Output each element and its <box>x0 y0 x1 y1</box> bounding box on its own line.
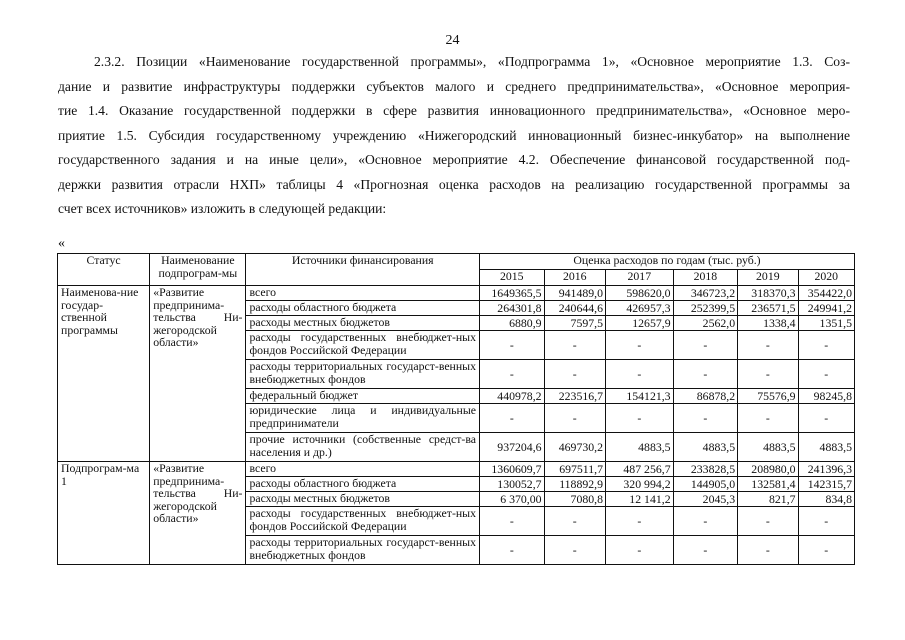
value-cell: - <box>798 536 854 565</box>
value-cell: - <box>606 404 674 433</box>
value-cell: 6880,9 <box>480 316 545 331</box>
value-cell: 697511,7 <box>544 462 605 477</box>
value-cell: - <box>673 360 738 389</box>
value-cell: 6 370,00 <box>480 492 545 507</box>
paragraph-line: приятие 1.5. Субсидия государственному учреждению «Нижегородский инновационный бизнес-инкубатор» на выполнение <box>58 127 850 143</box>
value-cell: 142315,7 <box>798 477 854 492</box>
value-cell: 4883,5 <box>673 433 738 462</box>
value-cell: - <box>798 331 854 360</box>
value-cell: - <box>738 331 798 360</box>
status-cell: Подпрограм-ма 1 <box>58 462 150 565</box>
value-cell: 98245,8 <box>798 389 854 404</box>
value-cell: 86878,2 <box>673 389 738 404</box>
value-cell: - <box>606 331 674 360</box>
value-cell: 236571,5 <box>738 301 798 316</box>
value-cell: - <box>738 507 798 536</box>
funding-source-cell: всего <box>246 462 480 477</box>
funding-source-cell: федеральный бюджет <box>246 389 480 404</box>
value-cell: 318370,3 <box>738 286 798 301</box>
value-cell: 2045,3 <box>673 492 738 507</box>
table-row <box>58 286 855 301</box>
value-cell: 208980,0 <box>738 462 798 477</box>
header-year: 2019 <box>738 270 798 286</box>
funding-source-cell: расходы областного бюджета <box>246 477 480 492</box>
value-cell: 469730,2 <box>544 433 605 462</box>
header-year: 2018 <box>673 270 738 286</box>
value-cell: - <box>544 507 605 536</box>
value-cell: - <box>798 360 854 389</box>
value-cell: - <box>480 404 545 433</box>
value-cell: 941489,0 <box>544 286 605 301</box>
funding-source-cell: расходы местных бюджетов <box>246 316 480 331</box>
value-cell: - <box>673 507 738 536</box>
header-estimate: Оценка расходов по годам (тыс. руб.) <box>480 254 855 270</box>
value-cell: 118892,9 <box>544 477 605 492</box>
value-cell: 12657,9 <box>606 316 674 331</box>
value-cell: 598620,0 <box>606 286 674 301</box>
value-cell: 132581,4 <box>738 477 798 492</box>
funding-source-cell: расходы государственных внебюджет-ных фондов Российской Федерации <box>246 507 480 536</box>
value-cell: - <box>544 360 605 389</box>
value-cell: 4883,5 <box>606 433 674 462</box>
value-cell: - <box>738 404 798 433</box>
paragraph-line: держки развития отрасли НХП» таблицы 4 «Прогнозная оценка расходов на реализацию государственной программы за <box>58 176 850 192</box>
value-cell: - <box>606 360 674 389</box>
header-funding-source: Источники финансирования <box>246 254 480 286</box>
value-cell: - <box>544 331 605 360</box>
value-cell: 1338,4 <box>738 316 798 331</box>
paragraph-line: дание и развитие инфраструктуры поддержки субъектов малого и среднего предпринимательства», «Основное мероприя- <box>58 78 850 94</box>
value-cell: 834,8 <box>798 492 854 507</box>
value-cell: - <box>544 536 605 565</box>
value-cell: 252399,5 <box>673 301 738 316</box>
value-cell: 240644,6 <box>544 301 605 316</box>
table-row <box>58 462 855 477</box>
funding-source-cell: юридические лица и индивидуальные предприниматели <box>246 404 480 433</box>
funding-source-cell: расходы территориальных государст-венных внебюджетных фондов <box>246 360 480 389</box>
value-cell: 937204,6 <box>480 433 545 462</box>
header-year: 2017 <box>606 270 674 286</box>
paragraph-line: счет всех источников» изложить в следующей редакции: <box>58 201 387 216</box>
value-cell: 354422,0 <box>798 286 854 301</box>
value-cell: 7080,8 <box>544 492 605 507</box>
subprogram-name-cell: «Развитие предпринима-тельства Ни-жегородской области» <box>150 462 246 565</box>
value-cell: - <box>480 536 545 565</box>
value-cell: - <box>544 404 605 433</box>
value-cell: - <box>480 507 545 536</box>
value-cell: 2562,0 <box>673 316 738 331</box>
table-body <box>58 286 855 565</box>
value-cell: - <box>673 331 738 360</box>
value-cell: 1360609,7 <box>480 462 545 477</box>
body-paragraph <box>58 50 850 222</box>
value-cell: - <box>673 536 738 565</box>
value-cell: - <box>738 360 798 389</box>
value-cell: 154121,3 <box>606 389 674 404</box>
value-cell: 241396,3 <box>798 462 854 477</box>
value-cell: 1649365,5 <box>480 286 545 301</box>
page-number: 24 <box>445 33 460 48</box>
value-cell: 75576,9 <box>738 389 798 404</box>
value-cell: 12 141,2 <box>606 492 674 507</box>
value-cell: 7597,5 <box>544 316 605 331</box>
value-cell: - <box>606 536 674 565</box>
value-cell: - <box>673 404 738 433</box>
paragraph-line: тие 1.4. Оказание государственной поддержки в сфере развития инновационного предпринимательства», «Основное меро- <box>58 103 850 118</box>
value-cell: 130052,7 <box>480 477 545 492</box>
funding-source-cell: расходы государственных внебюджет-ных фондов Российской Федерации <box>246 331 480 360</box>
header-year: 2020 <box>798 270 854 286</box>
value-cell: 4883,5 <box>798 433 854 462</box>
header-year: 2015 <box>480 270 545 286</box>
value-cell: - <box>480 360 545 389</box>
funding-source-cell: расходы местных бюджетов <box>246 492 480 507</box>
value-cell: 426957,3 <box>606 301 674 316</box>
value-cell: 233828,5 <box>673 462 738 477</box>
status-cell: Наименова-ние государ-ственной программы <box>58 286 150 462</box>
value-cell: - <box>738 536 798 565</box>
header-status: Статус <box>58 254 150 286</box>
value-cell: 223516,7 <box>544 389 605 404</box>
header-subprogram-name: Наименование подпрограм-мы <box>150 254 246 286</box>
opening-quote: « <box>58 236 65 251</box>
value-cell: - <box>606 507 674 536</box>
paragraph-line: 2.3.2. Позиции «Наименование государственной программы», «Подпрограмма 1», «Основное мероприятие 1.3. Соз- <box>94 54 850 69</box>
funding-source-cell: расходы территориальных государст-венных внебюджетных фондов <box>246 536 480 565</box>
funding-source-cell: расходы областного бюджета <box>246 301 480 316</box>
value-cell: 1351,5 <box>798 316 854 331</box>
value-cell: 320 994,2 <box>606 477 674 492</box>
funding-source-cell: прочие источники (собственные средст-ва населения и др.) <box>246 433 480 462</box>
value-cell: - <box>480 331 545 360</box>
value-cell: 440978,2 <box>480 389 545 404</box>
expenditure-table <box>57 253 855 565</box>
value-cell: 346723,2 <box>673 286 738 301</box>
value-cell: 249941,2 <box>798 301 854 316</box>
value-cell: 264301,8 <box>480 301 545 316</box>
value-cell: 821,7 <box>738 492 798 507</box>
funding-source-cell: всего <box>246 286 480 301</box>
paragraph-line: государственного задания и на иные цели», «Основное мероприятие 4.2. Обеспечение финансовой государственной под- <box>58 152 850 167</box>
value-cell: 487 256,7 <box>606 462 674 477</box>
subprogram-name-cell: «Развитие предпринима-тельства Ни-жегородской области» <box>150 286 246 462</box>
value-cell: - <box>798 404 854 433</box>
value-cell: - <box>798 507 854 536</box>
value-cell: 144905,0 <box>673 477 738 492</box>
value-cell: 4883,5 <box>738 433 798 462</box>
header-year: 2016 <box>544 270 605 286</box>
